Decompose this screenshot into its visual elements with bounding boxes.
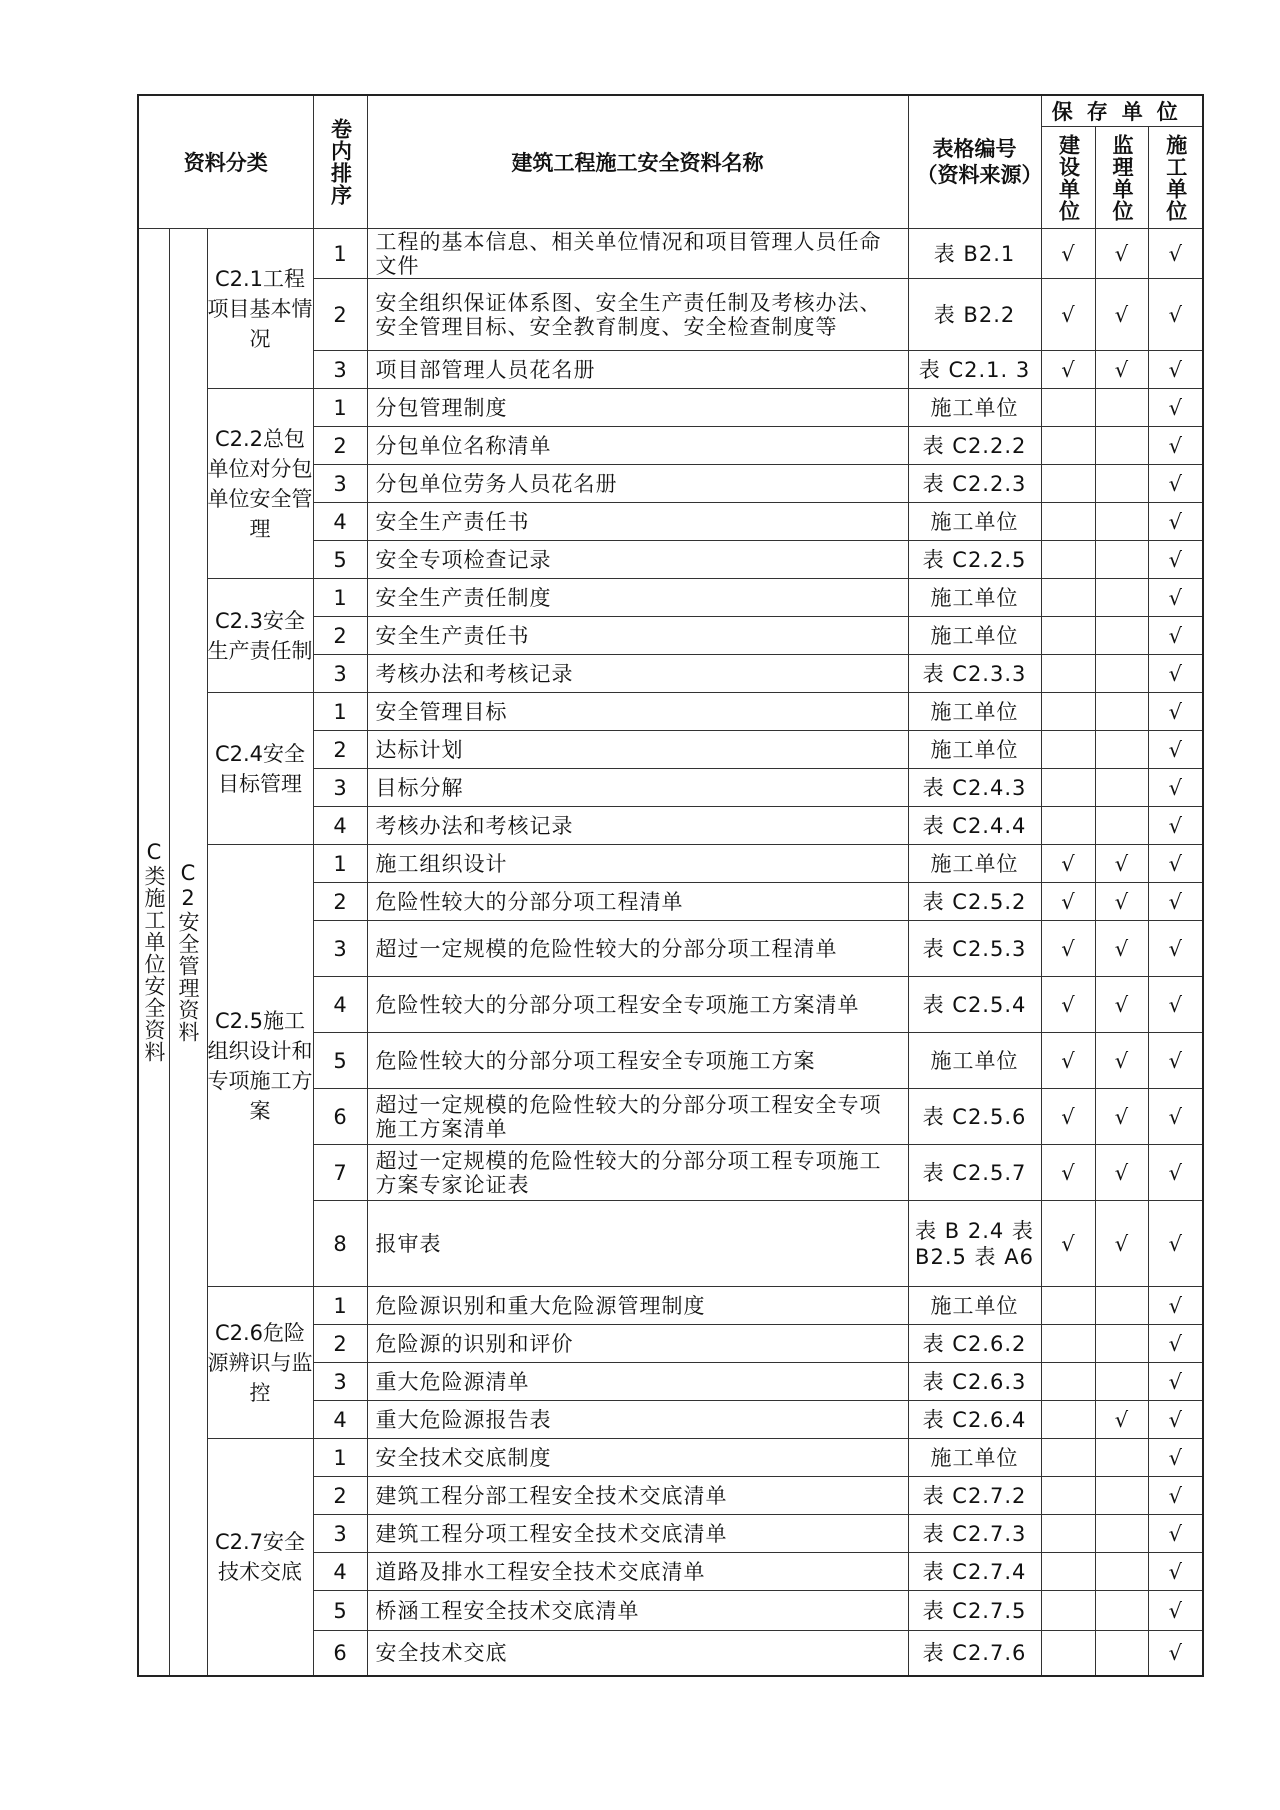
check-cell-supervisor: [1095, 351, 1148, 389]
row-number: 1: [313, 389, 367, 427]
check-mark-icon: √: [1061, 1104, 1075, 1129]
document-name: 道路及排水工程安全技术交底清单: [367, 1553, 908, 1591]
header-order-text: 卷内排序: [328, 118, 353, 206]
form-code: 表 C2.5.6: [908, 1089, 1041, 1145]
document-name: 建筑工程分部工程安全技术交底清单: [367, 1477, 908, 1515]
check-cell-contractor: [1148, 541, 1203, 579]
check-cell-supervisor: [1095, 883, 1148, 921]
row-number: 3: [313, 351, 367, 389]
check-mark-icon: √: [1168, 1445, 1182, 1470]
check-cell-contractor: [1148, 845, 1203, 883]
check-mark-icon: √: [1114, 357, 1129, 382]
check-cell-contractor: [1148, 1201, 1203, 1287]
check-mark-icon: √: [1168, 471, 1182, 496]
document-name: 分包管理制度: [367, 389, 908, 427]
check-mark-icon: √: [1061, 992, 1075, 1017]
section-title: C2.6危险源辨识与监控: [207, 1287, 313, 1439]
check-cell-owner: [1041, 389, 1095, 427]
check-cell-owner: [1041, 1631, 1095, 1676]
document-name: 施工组织设计: [367, 845, 908, 883]
header-code: 表格编号（资料来源）: [908, 95, 1041, 229]
document-name: 工程的基本信息、相关单位情况和项目管理人员任命文件: [367, 229, 908, 279]
row-number: 3: [313, 465, 367, 503]
check-cell-contractor: [1148, 807, 1203, 845]
category-level2-label: C2安全管理资料: [176, 860, 200, 1043]
check-mark-icon: √: [1168, 433, 1182, 458]
check-cell-supervisor: [1095, 1033, 1148, 1089]
row-number: 2: [313, 617, 367, 655]
document-name: 重大危险源报告表: [367, 1401, 908, 1439]
check-cell-owner: [1041, 579, 1095, 617]
check-mark-icon: √: [1168, 889, 1182, 914]
form-code: 表 C2.4.4: [908, 807, 1041, 845]
document-name: 分包单位劳务人员花名册: [367, 465, 908, 503]
row-number: 4: [313, 503, 367, 541]
check-cell-supervisor: [1095, 503, 1148, 541]
check-mark-icon: √: [1168, 775, 1182, 800]
form-code: 表 C2.3.3: [908, 655, 1041, 693]
check-mark-icon: √: [1114, 1407, 1129, 1432]
document-name: 达标计划: [367, 731, 908, 769]
check-cell-contractor: [1148, 1401, 1203, 1439]
table-row: [138, 579, 1203, 617]
check-cell-supervisor: [1095, 389, 1148, 427]
check-mark-icon: √: [1168, 813, 1182, 838]
check-cell-supervisor: [1095, 1515, 1148, 1553]
check-cell-contractor: [1148, 731, 1203, 769]
form-code: 表 C2.7.4: [908, 1553, 1041, 1591]
check-mark-icon: √: [1168, 851, 1182, 876]
check-mark-icon: √: [1114, 851, 1129, 876]
check-cell-owner: [1041, 541, 1095, 579]
check-cell-owner: [1041, 351, 1095, 389]
check-cell-supervisor: [1095, 977, 1148, 1033]
document-name: 超过一定规模的危险性较大的分部分项工程安全专项施工方案清单: [367, 1089, 908, 1145]
table-row: [138, 389, 1203, 427]
form-code: 施工单位: [908, 617, 1041, 655]
check-cell-owner: [1041, 769, 1095, 807]
check-cell-owner: [1041, 883, 1095, 921]
check-cell-supervisor: [1095, 579, 1148, 617]
document-name: 安全技术交底: [367, 1631, 908, 1676]
check-cell-contractor: [1148, 921, 1203, 977]
check-cell-contractor: [1148, 1591, 1203, 1631]
section-title: C2.1工程项目基本情况: [207, 229, 313, 389]
row-number: 2: [313, 427, 367, 465]
check-cell-contractor: [1148, 351, 1203, 389]
row-number: 4: [313, 1553, 367, 1591]
check-mark-icon: √: [1061, 1048, 1075, 1073]
table-row: [138, 1287, 1203, 1325]
row-number: 2: [313, 279, 367, 351]
row-number: 3: [313, 769, 367, 807]
form-code: 施工单位: [908, 845, 1041, 883]
header-save-col-supervisor-text: 监理单位: [1110, 133, 1134, 222]
check-cell-owner: [1041, 845, 1095, 883]
form-code: 施工单位: [908, 579, 1041, 617]
form-code: 表 C2.2.2: [908, 427, 1041, 465]
document-name: 报审表: [367, 1201, 908, 1287]
check-mark-icon: √: [1061, 357, 1075, 382]
check-mark-icon: √: [1168, 1231, 1182, 1256]
check-cell-contractor: [1148, 1363, 1203, 1401]
check-mark-icon: √: [1114, 1104, 1129, 1129]
row-number: 2: [313, 1477, 367, 1515]
check-mark-icon: √: [1168, 936, 1182, 961]
row-number: 5: [313, 541, 367, 579]
check-mark-icon: √: [1168, 509, 1182, 534]
form-code: 表 B2.2: [908, 279, 1041, 351]
check-cell-supervisor: [1095, 1325, 1148, 1363]
document-name: 危险性较大的分部分项工程安全专项施工方案清单: [367, 977, 908, 1033]
check-cell-contractor: [1148, 1287, 1203, 1325]
check-cell-owner: [1041, 229, 1095, 279]
category-level1-label: C类施工单位安全资料: [142, 840, 166, 1064]
check-cell-owner: [1041, 1325, 1095, 1363]
check-cell-owner: [1041, 807, 1095, 845]
table-row: [138, 693, 1203, 731]
check-mark-icon: √: [1168, 1331, 1182, 1356]
check-mark-icon: √: [1168, 1483, 1182, 1508]
check-cell-supervisor: [1095, 1201, 1148, 1287]
check-mark-icon: √: [1061, 936, 1075, 961]
document-name: 目标分解: [367, 769, 908, 807]
form-code: 表 C2.7.2: [908, 1477, 1041, 1515]
check-mark-icon: √: [1168, 585, 1182, 610]
document-name: 安全生产责任制度: [367, 579, 908, 617]
check-mark-icon: √: [1168, 1521, 1182, 1546]
check-cell-supervisor: [1095, 541, 1148, 579]
check-cell-supervisor: [1095, 465, 1148, 503]
check-cell-owner: [1041, 427, 1095, 465]
section-title: C2.4安全目标管理: [207, 693, 313, 845]
form-code: 表 B2.1: [908, 229, 1041, 279]
row-number: 3: [313, 921, 367, 977]
check-cell-contractor: [1148, 977, 1203, 1033]
table-body: [138, 95, 1203, 1676]
header-row: [138, 95, 1203, 127]
check-mark-icon: √: [1168, 1160, 1182, 1185]
check-cell-owner: [1041, 279, 1095, 351]
check-mark-icon: √: [1061, 302, 1075, 327]
check-mark-icon: √: [1114, 302, 1129, 327]
check-cell-owner: [1041, 1591, 1095, 1631]
check-cell-owner: [1041, 1477, 1095, 1515]
document-name: 超过一定规模的危险性较大的分部分项工程清单: [367, 921, 908, 977]
header-save-col-owner: [1041, 127, 1095, 229]
check-mark-icon: √: [1168, 623, 1182, 648]
check-cell-supervisor: [1095, 1287, 1148, 1325]
check-cell-contractor: [1148, 883, 1203, 921]
check-cell-contractor: [1148, 617, 1203, 655]
check-cell-supervisor: [1095, 921, 1148, 977]
check-cell-supervisor: [1095, 1553, 1148, 1591]
header-save-title: 保存单位: [1041, 95, 1203, 127]
check-mark-icon: √: [1168, 1293, 1182, 1318]
header-save-col-contractor-text: 施工单位: [1163, 133, 1188, 222]
document-name: 安全组织保证体系图、安全生产责任制及考核办法、安全管理目标、安全教育制度、安全检查制度等: [367, 279, 908, 351]
check-cell-contractor: [1148, 427, 1203, 465]
check-mark-icon: √: [1114, 1048, 1129, 1073]
check-cell-owner: [1041, 1515, 1095, 1553]
check-cell-supervisor: [1095, 1477, 1148, 1515]
row-number: 5: [313, 1591, 367, 1631]
form-code: 施工单位: [908, 1439, 1041, 1477]
form-code: 施工单位: [908, 1287, 1041, 1325]
check-cell-owner: [1041, 731, 1095, 769]
header-save-col-supervisor: [1095, 127, 1148, 229]
row-number: 3: [313, 1363, 367, 1401]
check-cell-contractor: [1148, 1089, 1203, 1145]
check-cell-supervisor: [1095, 807, 1148, 845]
form-code: 表 C2.5.7: [908, 1145, 1041, 1201]
check-mark-icon: √: [1061, 241, 1075, 266]
check-mark-icon: √: [1168, 1407, 1182, 1432]
document-name: 项目部管理人员花名册: [367, 351, 908, 389]
row-number: 1: [313, 1439, 367, 1477]
check-cell-contractor: [1148, 1631, 1203, 1676]
check-mark-icon: √: [1114, 889, 1129, 914]
check-cell-supervisor: [1095, 229, 1148, 279]
form-code: 表 C2.6.4: [908, 1401, 1041, 1439]
check-mark-icon: √: [1168, 1640, 1182, 1665]
check-mark-icon: √: [1114, 992, 1129, 1017]
document-name: 分包单位名称清单: [367, 427, 908, 465]
document-name: 超过一定规模的危险性较大的分部分项工程专项施工方案专家论证表: [367, 1145, 908, 1201]
form-code: 表 C2.6.2: [908, 1325, 1041, 1363]
check-cell-supervisor: [1095, 693, 1148, 731]
check-cell-contractor: [1148, 1145, 1203, 1201]
check-cell-supervisor: [1095, 427, 1148, 465]
document-name: 安全技术交底制度: [367, 1439, 908, 1477]
check-cell-contractor: [1148, 503, 1203, 541]
check-cell-supervisor: [1095, 1631, 1148, 1676]
row-number: 1: [313, 693, 367, 731]
document-name: 安全管理目标: [367, 693, 908, 731]
category-level2-cell: [169, 229, 207, 1676]
document-name: 危险性较大的分部分项工程清单: [367, 883, 908, 921]
header-name: 建筑工程施工安全资料名称: [367, 95, 908, 229]
form-code: 表 C2.5.3: [908, 921, 1041, 977]
header-save-col-contractor: [1148, 127, 1203, 229]
check-cell-supervisor: [1095, 731, 1148, 769]
form-code: 施工单位: [908, 389, 1041, 427]
check-mark-icon: √: [1168, 241, 1182, 266]
check-cell-contractor: [1148, 389, 1203, 427]
form-code: 表 C2.7.5: [908, 1591, 1041, 1631]
check-mark-icon: √: [1168, 737, 1182, 762]
check-cell-contractor: [1148, 769, 1203, 807]
check-mark-icon: √: [1168, 395, 1182, 420]
row-number: 7: [313, 1145, 367, 1201]
section-title: C2.7安全技术交底: [207, 1439, 313, 1676]
check-cell-contractor: [1148, 465, 1203, 503]
check-cell-supervisor: [1095, 1089, 1148, 1145]
check-mark-icon: √: [1168, 357, 1182, 382]
check-mark-icon: √: [1168, 1598, 1182, 1623]
row-number: 5: [313, 1033, 367, 1089]
row-number: 3: [313, 1515, 367, 1553]
check-cell-owner: [1041, 1363, 1095, 1401]
check-mark-icon: √: [1114, 241, 1129, 266]
form-code: 表 C2.5.2: [908, 883, 1041, 921]
row-number: 2: [313, 1325, 367, 1363]
row-number: 2: [313, 731, 367, 769]
row-number: 1: [313, 1287, 367, 1325]
check-cell-contractor: [1148, 1033, 1203, 1089]
check-cell-owner: [1041, 1287, 1095, 1325]
form-code: 表 C2.1. 3: [908, 351, 1041, 389]
row-number: 2: [313, 883, 367, 921]
check-mark-icon: √: [1114, 1231, 1129, 1256]
document-name: 安全专项检查记录: [367, 541, 908, 579]
check-mark-icon: √: [1061, 851, 1075, 876]
document-name: 建筑工程分项工程安全技术交底清单: [367, 1515, 908, 1553]
form-code: 表 B 2.4 表 B2.5 表 A6: [908, 1201, 1041, 1287]
document-name: 危险性较大的分部分项工程安全专项施工方案: [367, 1033, 908, 1089]
check-mark-icon: √: [1168, 302, 1182, 327]
check-cell-owner: [1041, 1553, 1095, 1591]
check-mark-icon: √: [1061, 1231, 1075, 1256]
check-mark-icon: √: [1168, 1048, 1182, 1073]
document-name: 危险源的识别和评价: [367, 1325, 908, 1363]
check-cell-supervisor: [1095, 279, 1148, 351]
check-cell-contractor: [1148, 279, 1203, 351]
check-cell-contractor: [1148, 693, 1203, 731]
table-row: [138, 229, 1203, 279]
row-number: 3: [313, 655, 367, 693]
row-number: 4: [313, 807, 367, 845]
form-code: 表 C2.2.5: [908, 541, 1041, 579]
row-number: 4: [313, 977, 367, 1033]
check-cell-owner: [1041, 693, 1095, 731]
row-number: 1: [313, 579, 367, 617]
document-name: 危险源识别和重大危险源管理制度: [367, 1287, 908, 1325]
check-cell-owner: [1041, 1401, 1095, 1439]
check-mark-icon: √: [1168, 1369, 1182, 1394]
row-number: 6: [313, 1631, 367, 1676]
section-title: C2.5施工组织设计和专项施工方案: [207, 845, 313, 1287]
check-cell-contractor: [1148, 1515, 1203, 1553]
form-code: 表 C2.6.3: [908, 1363, 1041, 1401]
document-name: 桥涵工程安全技术交底清单: [367, 1591, 908, 1631]
header-category: 资料分类: [138, 95, 313, 229]
form-code: 表 C2.7.3: [908, 1515, 1041, 1553]
form-code: 施工单位: [908, 731, 1041, 769]
check-cell-supervisor: [1095, 1591, 1148, 1631]
check-mark-icon: √: [1061, 889, 1075, 914]
document-name: 安全生产责任书: [367, 503, 908, 541]
form-code: 施工单位: [908, 693, 1041, 731]
check-cell-contractor: [1148, 1553, 1203, 1591]
check-cell-contractor: [1148, 1477, 1203, 1515]
form-code: 表 C2.2.3: [908, 465, 1041, 503]
check-cell-supervisor: [1095, 655, 1148, 693]
form-code: 表 C2.4.3: [908, 769, 1041, 807]
form-code: 表 C2.7.6: [908, 1631, 1041, 1676]
check-cell-supervisor: [1095, 769, 1148, 807]
check-cell-supervisor: [1095, 1363, 1148, 1401]
check-cell-contractor: [1148, 1439, 1203, 1477]
check-cell-supervisor: [1095, 1439, 1148, 1477]
document-name: 考核办法和考核记录: [367, 655, 908, 693]
section-title: C2.2总包单位对分包单位安全管理: [207, 389, 313, 579]
section-title: C2.3安全生产责任制: [207, 579, 313, 693]
table-row: [138, 845, 1203, 883]
check-mark-icon: √: [1114, 936, 1129, 961]
check-mark-icon: √: [1061, 1160, 1075, 1185]
check-cell-supervisor: [1095, 1401, 1148, 1439]
check-mark-icon: √: [1168, 1559, 1182, 1584]
check-cell-contractor: [1148, 655, 1203, 693]
check-cell-owner: [1041, 977, 1095, 1033]
form-code: 施工单位: [908, 1033, 1041, 1089]
category-level1-cell: [138, 229, 169, 1676]
check-cell-owner: [1041, 921, 1095, 977]
check-cell-contractor: [1148, 1325, 1203, 1363]
check-cell-owner: [1041, 465, 1095, 503]
document-name: 安全生产责任书: [367, 617, 908, 655]
check-mark-icon: √: [1168, 661, 1182, 686]
document-name: 重大危险源清单: [367, 1363, 908, 1401]
check-cell-owner: [1041, 503, 1095, 541]
header-order: [313, 95, 367, 229]
check-mark-icon: √: [1168, 547, 1182, 572]
check-cell-owner: [1041, 1439, 1095, 1477]
table-row: [138, 1439, 1203, 1477]
check-cell-owner: [1041, 1201, 1095, 1287]
check-cell-owner: [1041, 617, 1095, 655]
check-cell-owner: [1041, 1089, 1095, 1145]
row-number: 1: [313, 229, 367, 279]
check-cell-contractor: [1148, 579, 1203, 617]
check-cell-owner: [1041, 655, 1095, 693]
row-number: 4: [313, 1401, 367, 1439]
row-number: 8: [313, 1201, 367, 1287]
safety-document-table: [137, 94, 1204, 1677]
check-cell-contractor: [1148, 229, 1203, 279]
row-number: 1: [313, 845, 367, 883]
check-cell-supervisor: [1095, 1145, 1148, 1201]
header-save-col-owner-text: 建设单位: [1056, 133, 1081, 222]
check-mark-icon: √: [1114, 1160, 1129, 1185]
check-mark-icon: √: [1168, 699, 1182, 724]
check-cell-owner: [1041, 1033, 1095, 1089]
check-cell-supervisor: [1095, 845, 1148, 883]
check-cell-owner: [1041, 1145, 1095, 1201]
form-code: 施工单位: [908, 503, 1041, 541]
row-number: 6: [313, 1089, 367, 1145]
check-cell-supervisor: [1095, 617, 1148, 655]
check-mark-icon: √: [1168, 992, 1182, 1017]
form-code: 表 C2.5.4: [908, 977, 1041, 1033]
check-mark-icon: √: [1168, 1104, 1182, 1129]
document-name: 考核办法和考核记录: [367, 807, 908, 845]
